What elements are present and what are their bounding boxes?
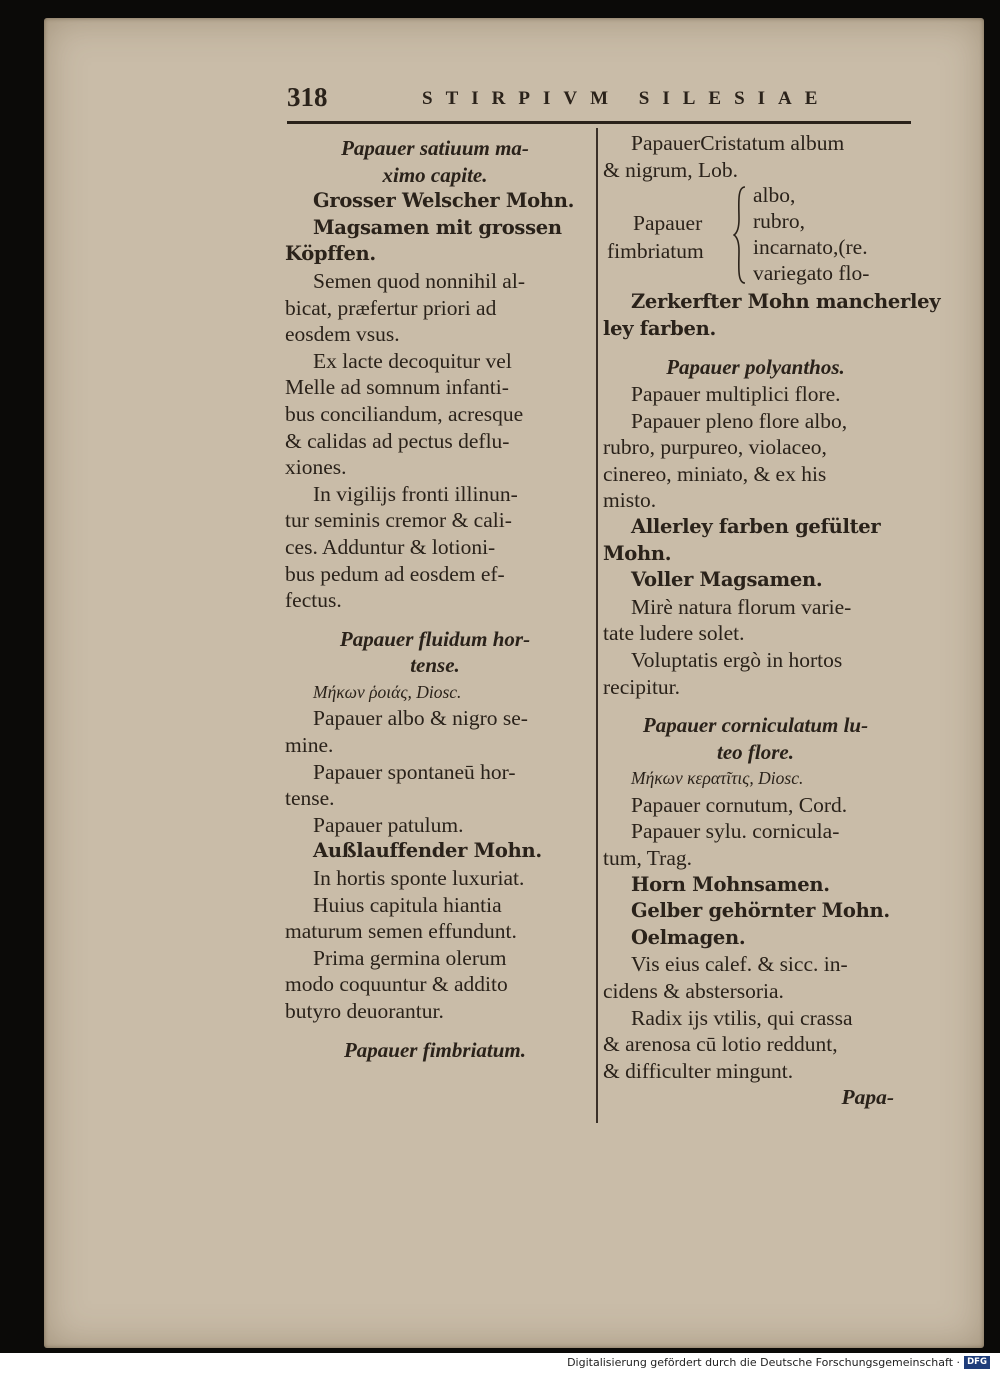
text-line: ces. Adduntur & lotioni- [285, 534, 496, 559]
brace-option: albo, [753, 183, 796, 208]
vernacular-name: Oelmagen. [631, 925, 746, 949]
text-line: Papauer spontaneū hor- [313, 759, 516, 784]
vernacular-name: Außlauffender Mohn. [313, 839, 542, 863]
footer-bar [0, 1353, 1000, 1373]
paragraph-gap [285, 1025, 585, 1037]
brace-left-line-2: fimbriatum [607, 239, 704, 264]
paragraph-gap [603, 342, 908, 354]
vernacular-name: Mohn. [603, 541, 672, 565]
text-line: Papauer multiplici flore. [631, 381, 841, 406]
page-number: 318 [287, 82, 328, 112]
entry-heading: Papauer corniculatum lu- [642, 713, 869, 738]
text-line: fectus. [285, 588, 342, 613]
text-line: Papauer pleno flore albo, [631, 408, 848, 433]
text-line: Papauer patulum. [313, 812, 464, 837]
greek-synonym: Μήκων ῥοιάς, Diosc. [313, 681, 462, 702]
text-line: bus pedum ad eosdem ef- [285, 561, 505, 586]
text-line: Vis eius calef. & sicc. in- [631, 952, 848, 977]
text-line: bicat, præfertur priori ad [285, 295, 497, 320]
text-line: Melle ad somnum infanti- [285, 375, 509, 400]
dfg-logo-icon: DFG [964, 1356, 990, 1369]
vernacular-name: Zerkerfter Mohn mancherley [631, 290, 941, 314]
text-line: tate ludere solet. [603, 621, 745, 646]
text-line: & nigrum, Lob. [603, 157, 738, 182]
greek-synonym: Μήκων κερατῖτις, Diosc. [631, 768, 804, 789]
funding-notice: Digitalisierung gefördert durch die Deutsche Forschungsgemeinschaft · [567, 1356, 960, 1369]
entry-heading: tense. [410, 653, 460, 678]
text-line: tense. [285, 786, 335, 811]
curly-brace-icon [733, 185, 747, 285]
brace-option: incarnato,(re. [753, 235, 868, 260]
vernacular-name: Köpffen. [285, 242, 376, 266]
brace-option: variegato flo- [753, 261, 870, 286]
text-line: maturum semen effundunt. [285, 919, 517, 944]
entry-heading: teo flore. [717, 739, 794, 764]
text-line: butyro deuorantur. [285, 999, 444, 1023]
text-line: cidens & abstersoria. [603, 979, 784, 1004]
paragraph-gap [285, 614, 585, 626]
text-line: mine. [285, 733, 334, 758]
text-line: Mirè natura florum varie- [631, 594, 852, 619]
text-line: Semen quod nonnihil al- [313, 268, 525, 293]
text-line: cinereo, miniato, & ex his [603, 461, 827, 486]
brace-block [603, 183, 908, 289]
right-column [603, 130, 941, 1111]
entry-heading: ximo capite. [382, 162, 488, 187]
text-line: & arenosa cū lotio reddunt, [603, 1032, 838, 1057]
text-line: tur seminis cremor & cali- [285, 508, 512, 533]
entry-heading: Papauer fimbriatum. [343, 1037, 527, 1062]
text-line: eosdem vsus. [285, 322, 400, 347]
vernacular-name: Gelber gehörnter Mohn. [631, 899, 890, 923]
text-line: In vigilijs fronti illinun- [313, 481, 518, 506]
running-title: STIRPIVM SILESIAE [422, 88, 831, 109]
text-line: PapauerCristatum album [631, 131, 845, 155]
brace-option: rubro, [753, 209, 805, 234]
left-column [285, 135, 585, 1063]
entry-heading: Papauer fluidum hor- [339, 626, 531, 651]
text-line: recipitur. [603, 674, 681, 699]
entry-heading: Papauer polyanthos. [666, 355, 845, 380]
text-line: xiones. [285, 455, 347, 480]
vernacular-name: ley farben. [603, 316, 716, 340]
text-line: rubro, purpureo, violaceo, [603, 435, 827, 460]
brace-left-line-1: Papauer [633, 211, 703, 236]
vernacular-name: Grosser Welscher Mohn. [313, 189, 575, 213]
vernacular-name: Allerley farben gefülter [631, 514, 881, 538]
vernacular-name: Horn Mohnsamen. [631, 872, 830, 896]
text-line: Radix ijs vtilis, qui crassa [631, 1005, 853, 1030]
text-line: Papauer cornutum, Cord. [631, 792, 848, 817]
text-line: Prima germina olerum [313, 945, 507, 970]
text-line: Papauer albo & nigro se- [313, 706, 528, 731]
text-line: & calidas ad pectus deflu- [285, 428, 510, 453]
text-line: Ex lacte decoquitur vel [313, 348, 512, 373]
paragraph-gap [603, 700, 908, 712]
catchword: Papa- [841, 1085, 894, 1110]
text-line: bus conciliandum, acresque [285, 401, 524, 426]
vernacular-name: Voller Magsamen. [631, 568, 823, 592]
text-line: & difficulter mingunt. [603, 1058, 794, 1083]
text-line: In hortis sponte luxuriat. [313, 866, 525, 891]
text-line: tum, Trag. [603, 846, 693, 871]
text-line: modo coquuntur & addito [285, 972, 508, 997]
vernacular-name: Magsamen mit grossen [313, 215, 562, 239]
page-header [287, 82, 912, 116]
entry-heading: Papauer satiuum ma- [341, 136, 529, 160]
header-rule [287, 121, 911, 124]
text-line: Voluptatis ergò in hortos [631, 647, 843, 672]
column-divider [596, 128, 598, 1123]
text-line: misto. [603, 488, 657, 513]
text-line: Huius capitula hiantia [313, 892, 502, 917]
text-line: Papauer sylu. cornicula- [631, 819, 840, 844]
